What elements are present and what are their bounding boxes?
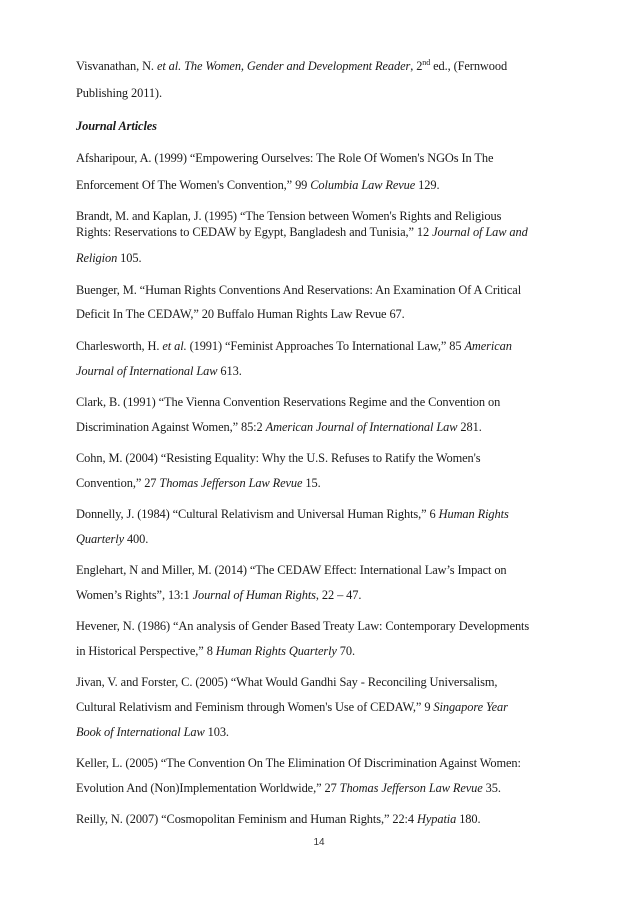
reference-text: Cultural Relativism and Feminism through Women's Use of CEDAW,” 9 — [76, 700, 434, 714]
reference-text: Clark, B. (1991) “The Vienna Convention Reservations Regime and the Convention on — [76, 395, 501, 409]
reference-hevener-line — [76, 643, 355, 659]
italic-text: et al. The Women, Gender and Development Reader — [156, 59, 411, 73]
reference-text: Englehart, N and Miller, M. (2014) “The CEDAW Effect: International Law’s Impact on — [76, 563, 507, 577]
italic-text: Journal of Human Rights — [192, 588, 316, 602]
reference-text: Donnelly, J. (1984) “Cultural Relativism and Universal Human Rights,” 6 — [76, 507, 439, 521]
reference-text: 613. — [217, 364, 242, 378]
reference-charlesworth-line — [76, 363, 242, 379]
reference-text: 400. — [123, 532, 149, 546]
reference-text: Hevener, N. (1986) “An analysis of Gender Based Treaty Law: Contemporary Developments — [76, 619, 530, 633]
reference-text: Publishing 2011). — [76, 86, 162, 100]
reference-text: Evolution And (Non)Implementation Worldwide,” 27 — [76, 781, 340, 795]
reference-buenger-line — [76, 282, 521, 298]
reference-text: Deficit In The CEDAW,” 20 Buffalo Human Rights Law Revue 67. — [76, 307, 405, 321]
reference-clark-line — [76, 419, 482, 435]
reference-hevener-line — [76, 618, 529, 634]
reference-cohn-line — [76, 450, 481, 466]
reference-text: Convention,” 27 — [76, 476, 160, 490]
reference-text: 180. — [456, 812, 481, 826]
reference-brandt-line — [76, 250, 141, 266]
italic-text: American — [464, 339, 512, 353]
reference-text: Brandt, M. and Kaplan, J. (1995) “The Tension between Women's Rights and Religious — [76, 209, 502, 223]
reference-text: Rights: Reservations to CEDAW by Egypt, Bangladesh and Tunisia,” 12 — [76, 225, 433, 239]
italic-text: Religion — [76, 251, 118, 265]
reference-jivan-line — [76, 674, 497, 690]
italic-text: Hypatia — [417, 812, 457, 826]
reference-text: Jivan, V. and Forster, C. (2005) “What Would Gandhi Say - Reconciling Universalism, — [76, 675, 498, 689]
italic-text: et al. — [162, 339, 187, 353]
italic-text: Journal of International Law — [76, 364, 218, 378]
reference-donnelly-line — [76, 506, 509, 522]
italic-text: Thomas Jefferson Law Revue — [339, 781, 483, 795]
reference-text: Enforcement Of The Women's Convention,” 99 — [76, 178, 311, 192]
reference-text: Women’s Rights”, 13:1 — [76, 588, 193, 602]
italic-text: Human Rights Quarterly — [215, 644, 337, 658]
reference-keller-line — [76, 780, 501, 796]
italic-text: Columbia Law Revue — [310, 178, 416, 192]
reference-text: 103. — [204, 725, 229, 739]
reference-text: 15. — [302, 476, 321, 490]
reference-brandt-line — [76, 208, 501, 224]
page-number: 14 — [313, 837, 325, 848]
reference-jivan-line — [76, 724, 229, 740]
reference-afsharipour-line — [76, 150, 493, 166]
reference-text: Buenger, M. “Human Rights Conventions And Reservations: An Examination Of A Critical — [76, 283, 522, 297]
section-heading: Journal Articles — [76, 119, 157, 133]
reference-text: 281. — [457, 420, 482, 434]
reference-buenger-line — [76, 306, 405, 322]
reference-brandt-line — [76, 224, 528, 240]
reference-text: in Historical Perspective,” 8 — [76, 644, 216, 658]
reference-text: Charlesworth, H. — [76, 339, 163, 353]
reference-text: , 22 – 47. — [315, 588, 362, 602]
reference-text: ed., (Fernwood — [430, 59, 508, 73]
italic-text: Journal of Law and — [432, 225, 528, 239]
reference-text: Visvanathan, N. — [76, 59, 157, 73]
reference-visvanathan-line — [76, 58, 507, 74]
reference-text: Discrimination Against Women,” 85:2 — [76, 420, 266, 434]
reference-text: Reilly, N. (2007) “Cosmopolitan Feminism and Human Rights,” 22:4 — [76, 812, 417, 826]
reference-text: 129. — [415, 178, 440, 192]
reference-reilly-line — [76, 811, 481, 827]
reference-text: (1991) “Feminist Approaches To International Law,” 85 — [186, 339, 465, 353]
reference-text: 35. — [482, 781, 501, 795]
reference-text: 70. — [336, 644, 355, 658]
reference-afsharipour-line — [76, 177, 439, 193]
reference-text: Keller, L. (2005) “The Convention On The Elimination Of Discrimination Against Women: — [76, 756, 521, 770]
reference-keller-line — [76, 755, 521, 771]
italic-text: Thomas Jefferson Law Revue — [159, 476, 303, 490]
reference-text: 105. — [117, 251, 142, 265]
reference-text: , 2 — [410, 59, 423, 73]
reference-text: Afsharipour, A. (1999) “Empowering Ourselves: The Role Of Women's NGOs In The — [76, 151, 494, 165]
italic-text: American Journal of International Law — [265, 420, 458, 434]
reference-englehart-line — [76, 562, 507, 578]
reference-clark-line — [76, 394, 500, 410]
reference-cohn-line — [76, 475, 321, 491]
italic-text: Book of International Law — [76, 725, 205, 739]
reference-jivan-line — [76, 699, 508, 715]
reference-visvanathan-line — [76, 85, 162, 101]
italic-text: Human Rights — [438, 507, 509, 521]
reference-charlesworth-line — [76, 338, 512, 354]
italic-text: Singapore Year — [433, 700, 508, 714]
reference-donnelly-line — [76, 531, 148, 547]
reference-text: Cohn, M. (2004) “Resisting Equality: Why the U.S. Refuses to Ratify the Women's — [76, 451, 481, 465]
italic-text: Quarterly — [76, 532, 124, 546]
reference-text: nd — [422, 58, 431, 67]
reference-englehart-line — [76, 587, 361, 603]
